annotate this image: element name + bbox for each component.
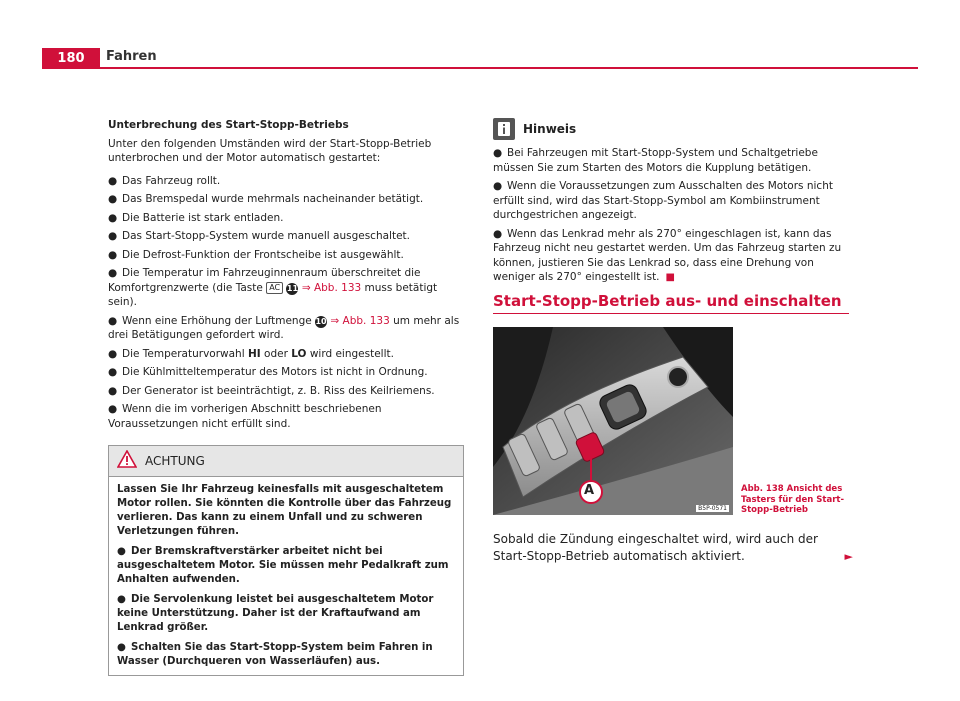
list-item: ● Die Servolenkung leistet bei ausgeschaltetem Motor keine Unterstützung. Daher ist der Kraftaufwand am Lenkrad größer.: [117, 594, 434, 633]
list-item: ● Der Generator ist beeinträchtigt, z. B. Riss des Keilriemens.: [108, 384, 435, 397]
list-item: ● Das Start-Stopp-System wurde manuell ausgeschaltet.: [108, 230, 410, 242]
continue-arrow-icon: ►: [844, 550, 853, 563]
callout-number: 10: [315, 316, 327, 326]
list-item-hilo: ● Die Temperaturvorwahl HI oder LO wird eingestellt.: [108, 347, 394, 360]
list-item: ● Die Kühlmitteltemperatur des Motors ist nicht in Ordnung.: [108, 366, 428, 378]
list-item: ● Der Bremskraftverstärker arbeitet nicht bei ausgeschaltetem Motor. Sie müssen mehr Pedalkraft zum Anhalten aufwenden.: [117, 546, 449, 585]
list-item: ● Wenn die im vorherigen Abschnitt beschriebenen Voraussetzungen nicht erfüllt sind.: [108, 403, 382, 430]
body-paragraph: Sobald die Zündung eingeschaltet wird, wird auch der Start-Stopp-Betrieb automatisch aktiviert. ►: [493, 532, 853, 563]
warning-triangle-icon: [117, 450, 137, 473]
note-header: [493, 118, 849, 140]
note-title: Hinweis: [523, 121, 577, 136]
page-number: 180: [42, 48, 100, 68]
callout-label-a: A: [584, 483, 595, 498]
warning-title: ACHTUNG: [145, 453, 205, 468]
interrupt-intro: Unter den folgenden Umständen wird der Start-Stopp-Betrieb unterbrochen und der Motor automatisch gestartet:: [108, 137, 432, 164]
list-item: ● Die Batterie ist stark entladen.: [108, 211, 284, 224]
list-item: ● Schalten Sie das Start-Stopp-System beim Fahren in Wasser (Durchqueren von Wasserläufen) aus.: [117, 642, 433, 667]
figure-link[interactable]: ⇒ Abb. 133: [301, 281, 362, 294]
list-item-temperature: ● Die Temperatur im Fahrzeuginnenraum überschreitet die Komfortgrenzwerte (die Taste AC 11 ⇒ Abb. 133 muss betätigt sein).: [108, 267, 438, 308]
list-item: ● Das Fahrzeug rollt.: [108, 174, 221, 187]
left-column: [108, 118, 464, 676]
figure-link[interactable]: ⇒ Abb. 133: [330, 314, 390, 327]
list-item-airflow: ● Wenn eine Erhöhung der Luftmenge 10 ⇒ Abb. 133 um mehr als drei Betätigungen gefordert wird.: [108, 314, 460, 341]
figure-start-stop-switch: [493, 327, 733, 515]
list-item: ● Wenn die Voraussetzungen zum Ausschalten des Motors nicht erfüllt sind, wird das Start-Stopp-Symbol am Kombiinstrument durchgestrichen angezeigt.: [493, 180, 833, 221]
list-item: ● Bei Fahrzeugen mit Start-Stopp-System und Schaltgetriebe müssen Sie zum Starten des Motors die Kupplung betätigen.: [493, 147, 818, 174]
warning-body: [109, 477, 463, 675]
ac-key-icon: AC: [266, 282, 283, 294]
warning-header: [109, 446, 463, 477]
callout-number: 11: [286, 283, 299, 293]
figure-caption: Abb. 138 Ansicht des Tasters für den Start-Stopp-Betrieb: [741, 484, 845, 515]
list-item: ● Die Defrost-Funktion der Frontscheibe ist ausgewählt.: [108, 248, 404, 261]
switch-panel-illustration: [493, 327, 733, 515]
section-title: Start-Stopp-Betrieb aus- und einschalten: [493, 292, 842, 310]
info-icon: [493, 118, 515, 140]
warning-intro: Lassen Sie Ihr Fahrzeug keinesfalls mit ausgeschaltetem Motor rollen. Sie könnten die Kontrolle über das Fahrzeug verlieren. Das kann zu einem Unfall und zu schweren Verletzungen führen.: [117, 484, 452, 537]
right-column: [493, 118, 849, 290]
list-item: ● Das Bremspedal wurde mehrmals nacheinander betätigt.: [108, 193, 424, 205]
figure-code: B5P-0571: [698, 505, 727, 512]
header-rule: [42, 67, 918, 69]
list-item: ● Wenn das Lenkrad mehr als 270° eingeschlagen ist, kann das Fahrzeug nicht neu gestartet werden. Um das Fahrzeug starten zu können, justieren Sie das Lenkrad so, dass eine Drehung von weniger als 270° eingestellt ist. ■: [493, 227, 842, 283]
end-of-section-icon: ■: [665, 272, 675, 283]
warning-box: [108, 445, 464, 676]
interrupt-heading: Unterbrechung des Start-Stopp-Betriebs: [108, 119, 349, 131]
section-rule: [493, 313, 849, 314]
chapter-title: Fahren: [106, 49, 157, 64]
